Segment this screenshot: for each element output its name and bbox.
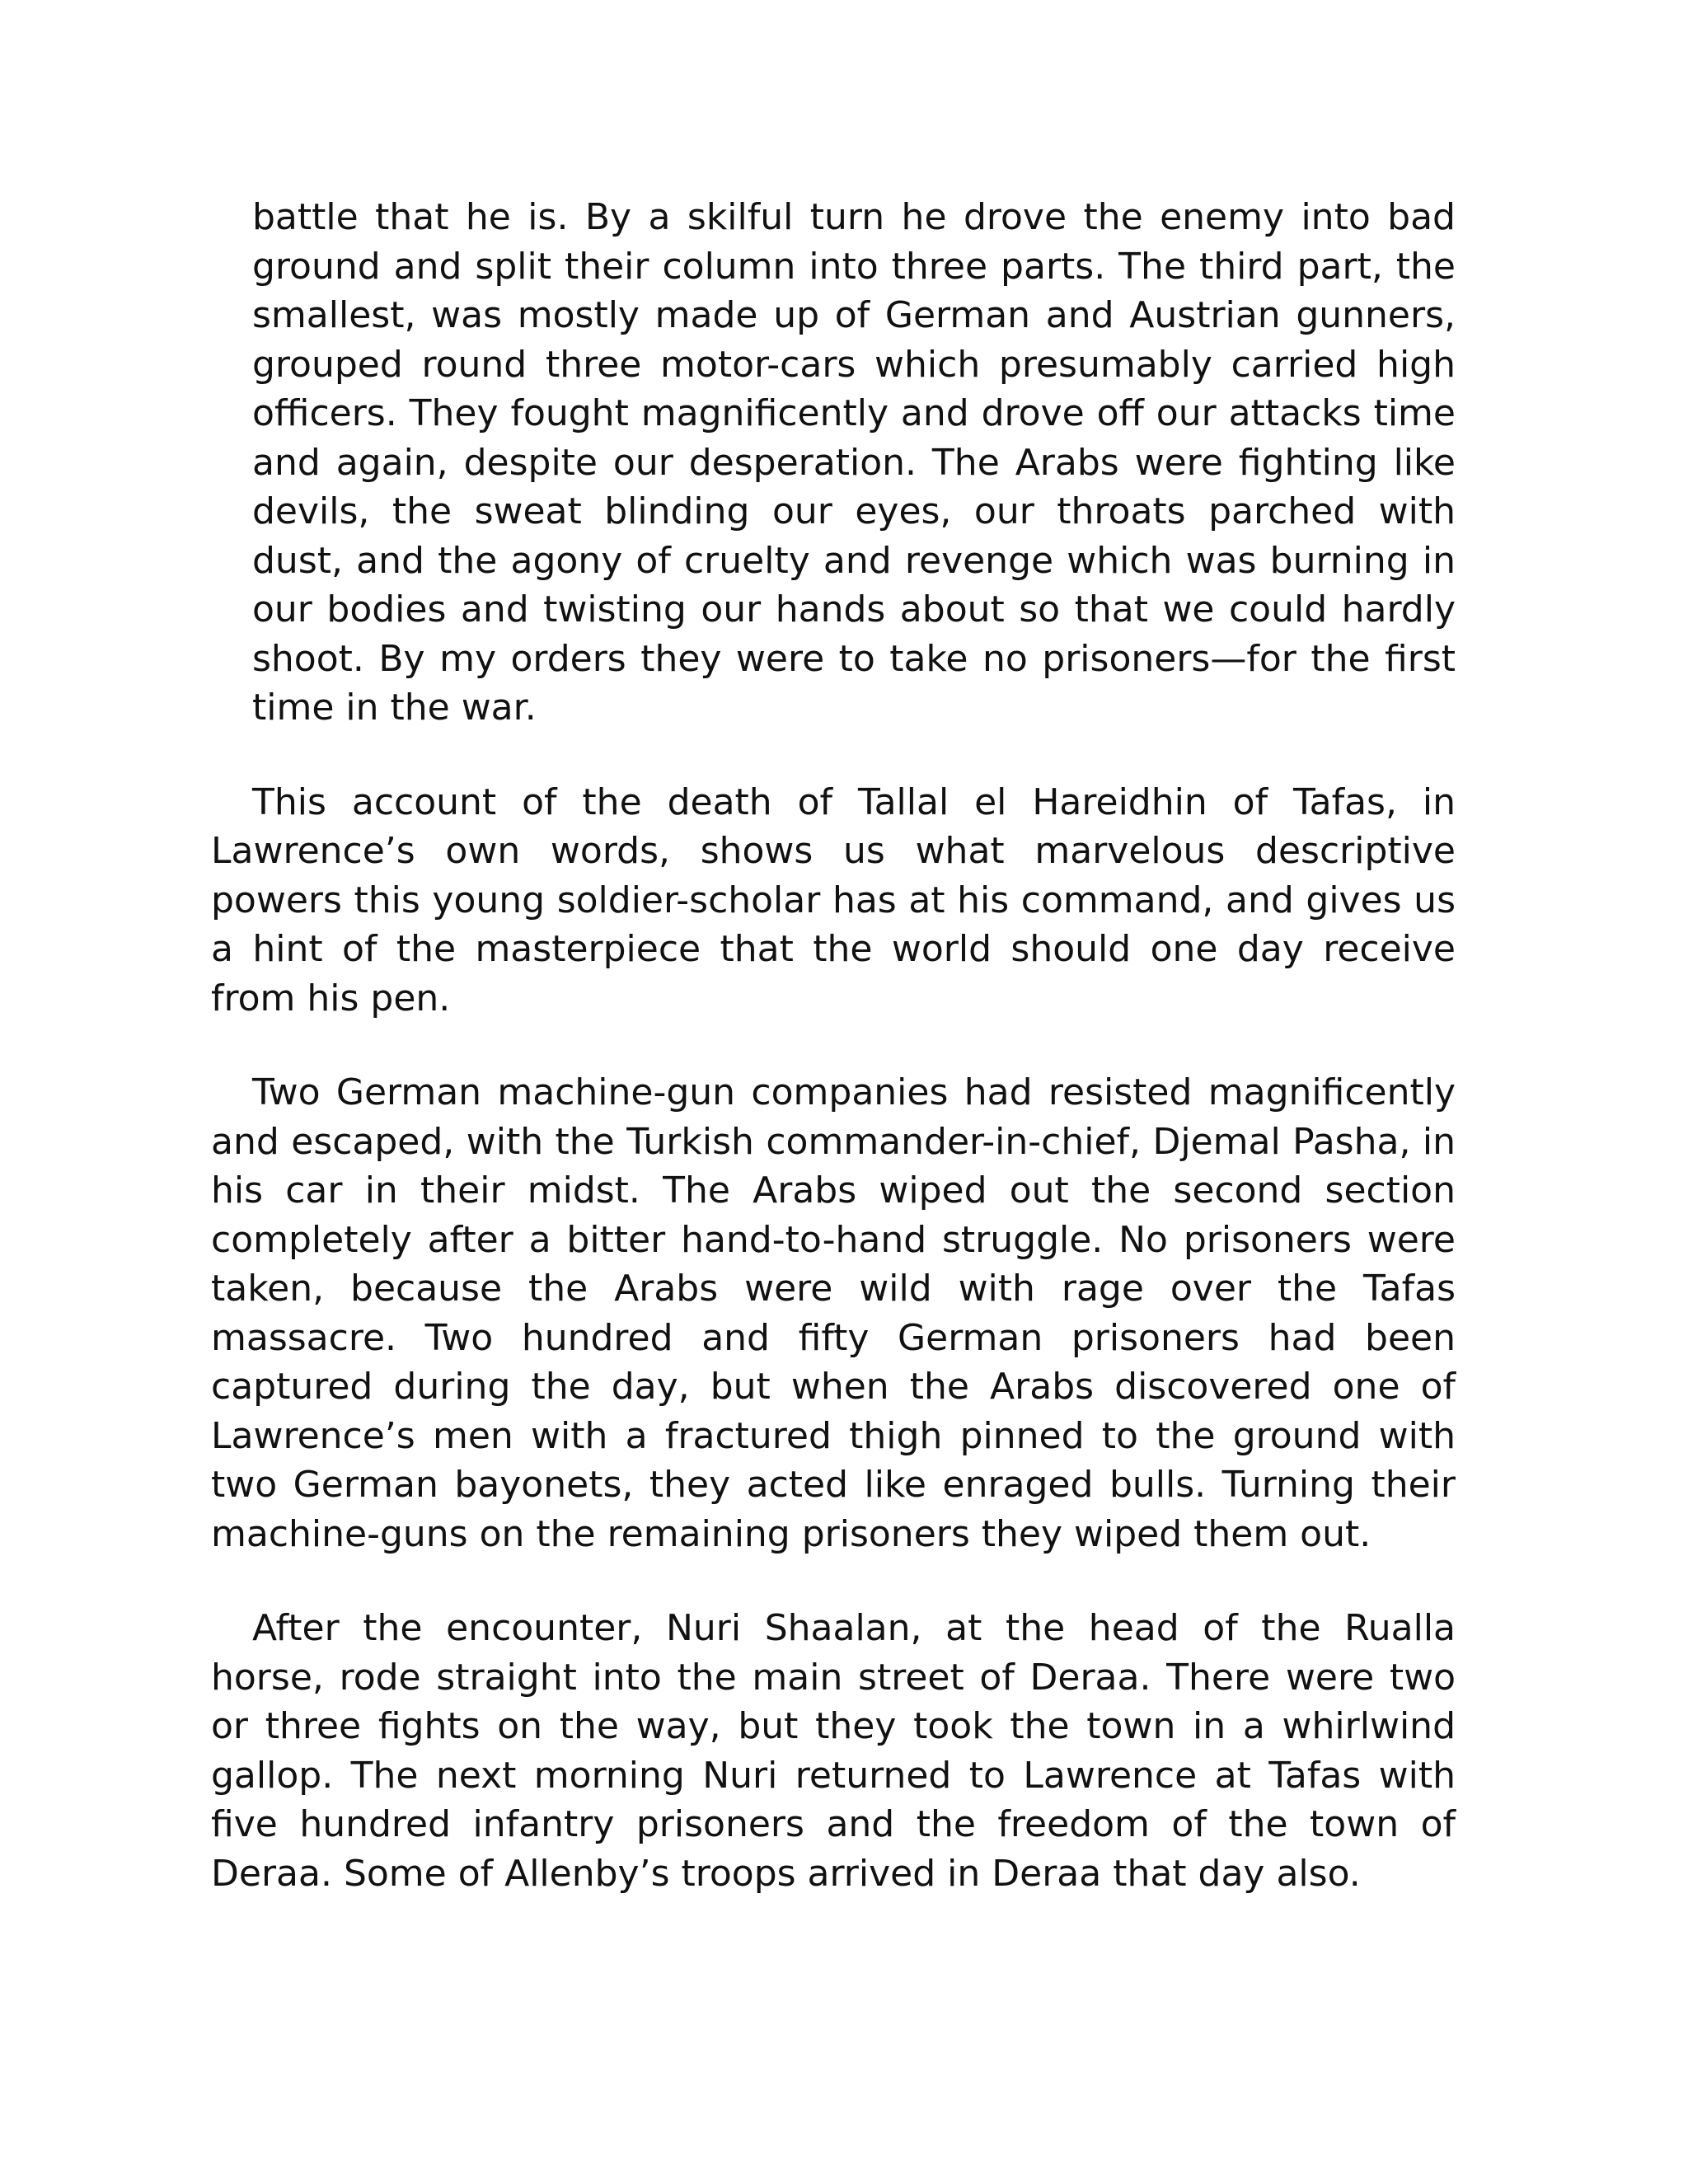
paragraph-machine-gun-companies: Two German machine-gun companies had resisted magnificently and escaped, with the Turkish commander-in-chief, Djemal Pasha, in his car in their midst. The Arabs wiped out the second section completely after a bitter hand-to-hand struggle. No prisoners were taken, because the Arabs were wild with rage over the Tafas massacre. Two hundred and fifty German prisoners had been captured during the day, but when the Arabs discovered one of Lawrence’s men with a fractured thigh pinned to the ground with two German bayonets, they acted like enraged bulls. Turning their machine-guns on the remaining prisoners they wiped them out. <box>211 1071 1456 1555</box>
paragraph-spacer <box>211 733 1456 778</box>
body-text <box>211 193 1456 1898</box>
paragraph-spacer <box>211 1558 1456 1604</box>
paragraph-account: This account of the death of Tallal el Hareidhin of Tafas, in Lawrence’s own words, shows us what marvelous descriptive powers this young soldier-scholar has at his command, and gives us a hint of the masterpiece that the world should one day receive from his pen. <box>211 780 1456 1019</box>
paragraph-deraa: After the encounter, Nuri Shaalan, at the head of the Rualla horse, rode straight into the main street of Deraa. There were two or three fights on the way, but they took the town in a whirlwind gallop. The next morning Nuri returned to Lawrence at Tafas with five hundred infantry prisoners and the freedom of the town of Deraa. Some of Allenby’s troops arrived in Deraa that day also. <box>211 1607 1456 1895</box>
paragraph-spacer <box>211 1023 1456 1068</box>
block-quote: battle that he is. By a skilful turn he drove the enemy into bad ground and split their column into three parts. The third part, the smallest, was mostly made up of German and Austrian gunners, grouped round three motor-cars which presumably carried high officers. They fought magnificently and drove off our attacks time and again, despite our desperation. The Arabs were fighting like devils, the sweat blinding our eyes, our throats parched with dust, and the agony of cruelty and revenge which was burning in our bodies and twisting our hands about so that we could hardly shoot. By my orders they were to take no prisoners—for the first time in the war. <box>252 196 1456 729</box>
